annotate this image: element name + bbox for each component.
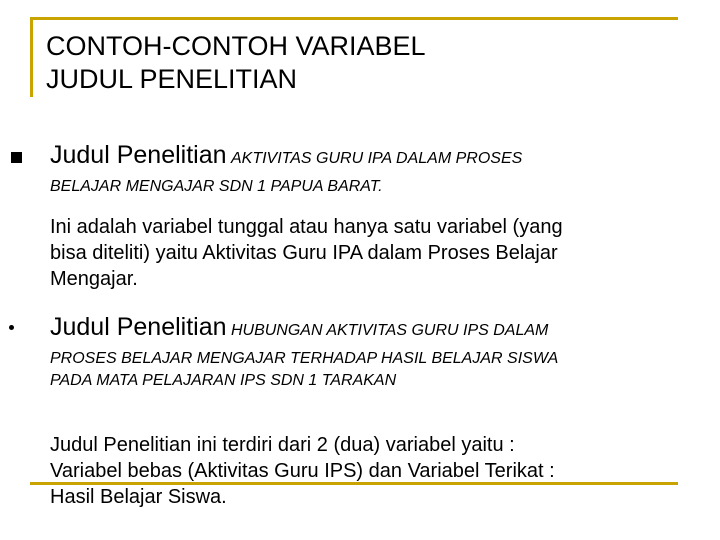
item-2-title-line-3: PADA MATA PELAJARAN IPS SDN 1 TARAKAN — [50, 372, 397, 389]
item-2-description — [50, 432, 692, 510]
dot-bullet-icon — [9, 325, 14, 330]
item-2-lead: Judul Penelitian — [50, 313, 227, 341]
item-2-title-line-2: PROSES BELAJAR MENGAJAR TERHADAP HASIL BELAJAR SISWA — [50, 350, 559, 367]
slide-title — [46, 30, 426, 96]
item-2-desc-line-1: Judul Penelitian ini terdiri dari 2 (dua) variabel yaitu : — [50, 434, 515, 456]
item-2-title-line-1: HUBUNGAN AKTIVITAS GURU IPS DALAM — [230, 322, 549, 339]
item-1-desc-line-2: bisa diteliti) yaitu Aktivitas Guru IPA dalam Proses Belajar — [50, 242, 558, 264]
item-1-title-line-2: BELAJAR MENGAJAR SDN 1 PAPUA BARAT. — [50, 178, 383, 195]
item-2-heading — [50, 310, 692, 392]
item-1-description — [50, 214, 692, 292]
item-1-desc-line-1: Ini adalah variabel tunggal atau hanya satu variabel (yang — [50, 216, 563, 238]
slide-title-line-2: JUDUL PENELITIAN — [46, 64, 298, 94]
slide-title-line-1: CONTOH-CONTOH VARIABEL — [46, 31, 426, 61]
item-1-title-line-1: AKTIVITAS GURU IPA DALAM PROSES — [230, 150, 523, 167]
item-2-desc-line-3: Hasil Belajar Siswa. — [50, 486, 227, 508]
frame-top-line — [30, 17, 678, 20]
frame-bottom-line — [30, 482, 678, 485]
item-2-desc-line-2: Variabel bebas (Aktivitas Guru IPS) dan Variabel Terikat : — [50, 460, 555, 482]
item-1-lead: Judul Penelitian — [50, 141, 227, 169]
frame-left-line — [30, 17, 33, 97]
item-1-desc-line-3: Mengajar. — [50, 268, 138, 290]
square-bullet-icon — [11, 152, 22, 163]
item-1-heading — [50, 138, 692, 198]
